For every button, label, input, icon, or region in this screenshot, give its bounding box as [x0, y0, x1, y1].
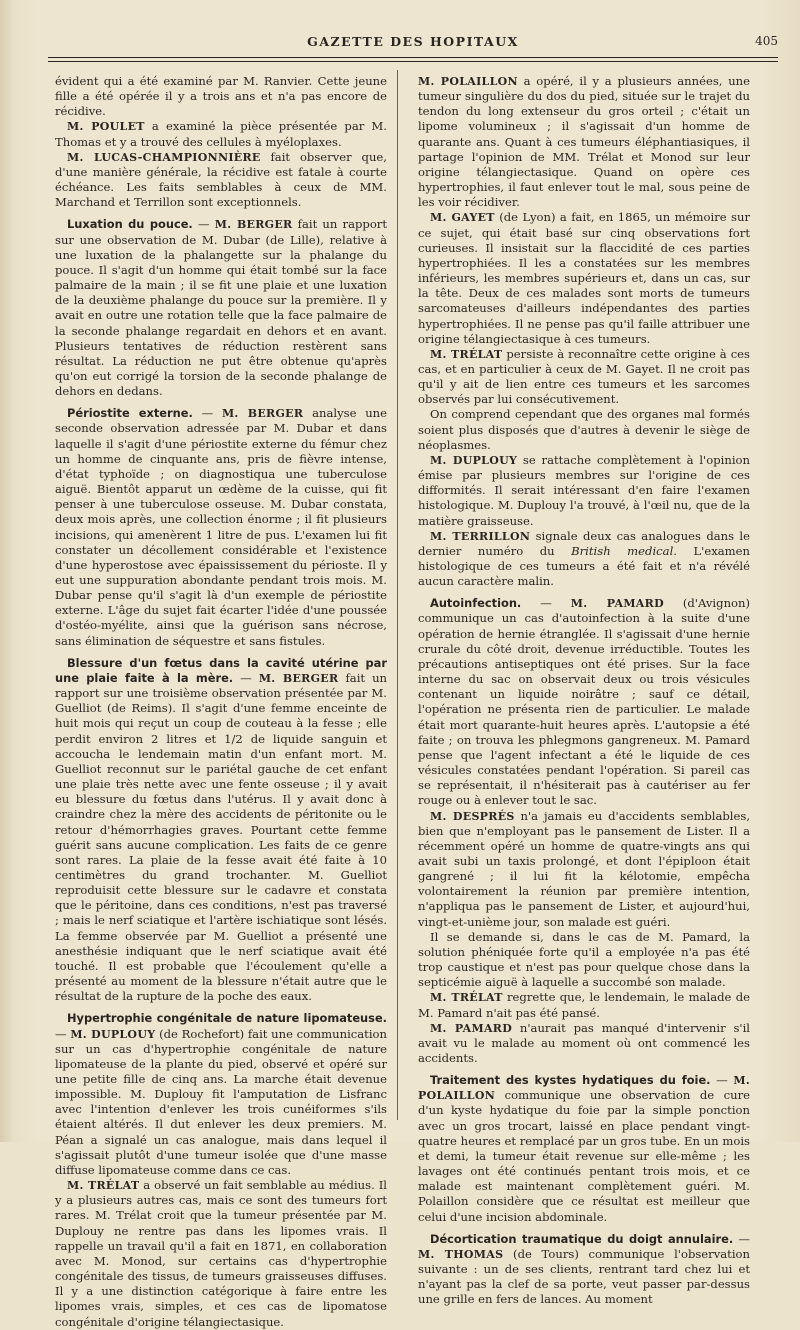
paragraph-text: a examiné la pièce présentée par M. Thomas et y a trouvé des cellules à myéloplaxes. [55, 119, 387, 149]
paragraph [418, 809, 750, 930]
right-column [418, 74, 750, 1308]
paragraph-text: Il se demande si, dans le cas de M. Pamard, la solution phéniquée forte qu'il a employée n'a pas été trop caustique et n'est pas pour quelque chose dans la septicémie aiguë à laquelle a succombé son malade. [418, 929, 750, 990]
speaker-name: M. LUCAS-CHAMPIONNIÈRE [67, 150, 261, 164]
speaker-name: M. BERGER [221, 407, 304, 421]
section-paragraph [55, 406, 387, 649]
paragraph-text: (de Tours) communique l'observation suivante : un de ses clients, rentrant tard chez lui et n'ayant pas la clef de sa porte, veut passer par-dessus une grille en fers de lances. Au moment [418, 1246, 750, 1307]
section-heading: Traitement des kystes hydatiques du foie. [430, 1073, 711, 1088]
header-rule [48, 57, 778, 58]
section-heading: Luxation du pouce. [67, 217, 193, 232]
paragraph [55, 74, 387, 119]
paragraph-text: évident qui a été examiné par M. Ranvier. Cette jeune fille a été opérée il y a trois ans et n'a pas encore de récidive. [55, 74, 387, 119]
section-paragraph [418, 596, 750, 808]
speaker-name: M. TRÉLAT [430, 991, 503, 1005]
paragraph [418, 407, 750, 452]
speaker-name: M. GAYET [430, 211, 495, 225]
paragraph-text: fait un rapport sur une troisième observation présentée par M. Guelliot (de Reims). Il s'agit d'une femme enceinte de huit mois qui reçut un coup de couteau à la fesse ; elle perdit environ 2 litres et 1/2 de liquide sanguin et accoucha le lendemain matin d'un enfant mort. M. Guelliot reconnut sur le pariétal gauche de cet enfant une plaie très nette avec une fente osseuse ; il y avait eu blessure du fœtus dans l'utérus. Il y avait donc à craindre chez la mère des accidents de péritonite ou le retour d'hémorrhagies graves. Pourtant cette femme guérit sans aucune complication. Les faits de ce genre sont rares. La plaie de la fesse avait été faite à 10 centimètres du grand trochanter. M. Guelliot reproduisit cette blessure sur le cadavre et constata que le péritoine, dans ces conditions, n'est pas traversé ; mais le nerf sciatique et l'artère ischiatique sont lésés. La femme observée par M. Guelliot a présenté une anesthésie indiquant que le nerf sciatique avait été touché. Il est probable que l'écoulement qu'elle a présenté au moment de la blessure n'était autre que le résultat de la rupture de la poche des eaux. [55, 670, 388, 1004]
running-title: GAZETTE DES HOPITAUX [307, 34, 519, 49]
section-paragraph [418, 1232, 750, 1308]
section-paragraph [418, 1073, 750, 1225]
paragraph [418, 453, 750, 529]
paragraph-text: fait observer que, d'une manière générale, la récidive est fatale à courte échéance. Les faits semblables à ceux de MM. Marchand et Terrillon sont exceptionnels. [55, 149, 387, 210]
header-rule-thin [48, 61, 778, 62]
left-column [55, 74, 387, 1330]
speaker-name: M. POLAILLON [418, 1074, 750, 1103]
page-number: 405 [755, 34, 778, 48]
section-heading: Périostite externe. [67, 406, 193, 421]
column-separator [397, 70, 398, 1120]
paragraph-text: fait un rapport sur une observation de M. Dubar (de Lille), relative à une luxation de la phalangette sur la phalange du pouce. Il s'agit d'un homme qui était tombé sur la face palmaire de la main ; il se fit une plaie et une luxation de la deuxième phalange du pouce sur la première. Il y avait en outre une rotation telle que la face palmaire de la seconde phalange regardait en dehors et en avant. Plusieurs tentatives de réduction restèrent sans résultat. La réduction ne put être obtenue qu'après qu'on eut corrigé la torsion de la seconde phalange de dehors en dedans. [55, 217, 388, 399]
paragraph-text: (de Rochefort) fait une communication sur un cas d'hypertrophie congénitale de nature lipomateuse de la plante du pied, observé et opéré sur une petite fille de cinq ans. La marche était devenue impossible. M. Duplouy fit l'amputation de Lisfranc avec l'intention d'enlever les trois cunéiformes s'ils étaient altérés. Il dut enlever les deux premiers. M. Péan a signalé un cas analogue, mais dans lequel il s'agissait plutôt d'une tumeur isolée que d'une masse diffuse lipomateuse comme dans ce cas. [55, 1026, 387, 1177]
paragraph-text: analyse une seconde observation adressée par M. Dubar et dans laquelle il s'agit d'une périostite externe du fémur chez un homme de cinquante ans, pris de fièvre intense, d'état typhoïde ; on diagnostiqua une tuberculose aiguë. Bientôt apparut un œdème de la cuisse, qui fit penser à une tuberculose osseuse. M. Dubar constata, deux mois après, une collection énorme ; il fit plusieurs incisions, qui amenèrent 1 litre de pus. L'examen lui fit constater un décollement considérable et l'existence d'une hyperostose avec épaississement du périoste. Il y eut une suppuration abondante pendant trois mois. M. Dubar pense qu'il s'agit là d'un exemple de périostite externe. L'âge du sujet fait écarter l'idée d'une poussée d'ostéo-myélite, ainsi que la guérison sans nécrose, sans élimination de séquestre et sans fistules. [55, 406, 388, 648]
speaker-name: M. THOMAS [418, 1247, 504, 1261]
paragraph-text: se rattache complètement à l'opinion émise par plusieurs membres sur l'origine de ces difformités. Il serait intéressant d'en faire l'examen histologique. M. Duplouy l'a trouvé, à l'œil nu, que de la matière graisseuse. [418, 452, 750, 528]
section-heading: Blessure d'un fœtus dans la cavité utérine par une plaie faite à la mère. [55, 655, 387, 685]
speaker-name: M. TRÉLAT [430, 347, 503, 361]
dash: — [192, 406, 222, 421]
paragraph [418, 990, 750, 1020]
paragraph-text: communique une observation de cure d'un kyste hydatique du foie par la simple ponction avec un gros trocart, laissé en place pendant vingt-quatre heures et remplacé par un gros tube. En un mois et demi, la tumeur était revenue sur elle-même ; les lavages ont été continués pentant trois mois, et ce malade est maintenant complètement guéri. M. Polaillon considère que ce résultat est meilleur que celui d'une incision abdominale. [418, 1088, 750, 1224]
paragraph [418, 347, 750, 408]
section-paragraph [55, 217, 387, 399]
dash: — [233, 670, 259, 685]
paragraph-text-tail: . L'examen histologique de ces tumeurs a été fait et n'a révélé aucun caractère malin. [418, 543, 750, 589]
speaker-name: M. TERRILLON [430, 529, 531, 543]
speaker-name: M. POLAILLON [418, 75, 518, 88]
speaker-name: M. BERGER [214, 218, 293, 232]
paragraph [55, 119, 387, 149]
dash: — [55, 1026, 71, 1041]
speaker-name: M. DUPLOUY [70, 1027, 156, 1041]
paragraph [418, 529, 750, 590]
paragraph [418, 210, 750, 346]
paragraph [55, 150, 387, 211]
page-header [48, 30, 778, 52]
paragraph-text: a opéré, il y a plusieurs années, une tumeur singulière du dos du pied, située sur le trajet du tendon du long extenseur du gros orteil ; c'était un lipome volumineux ; il s'agissait d'un homme de quarante ans. Quant à ces tumeurs éléphantiasiques, il partage l'opinion de MM. Trélat et Monod sur leur origine télangiectasique. Quand on opère ces hypertrophies, il faut enlever tout le mal, sous peine de les voir récidiver. [418, 74, 751, 210]
paragraph-text: On comprend cependant que des organes mal formés soient plus disposés que d'autres à devenir le siège de néoplasmes. [418, 407, 750, 452]
section-paragraph [55, 656, 387, 1005]
section-paragraph [55, 1011, 387, 1178]
paragraph-text: n'a jamais eu d'accidents semblables, bien que n'employant pas le pansement de Lister. Il a récemment opéré un homme de quatre-vingts ans qui avait subi un taxis prolongé, et dont l'épiploon était gangrené ; il lui fit la kélotomie, empêcha volontairement la réunion par première intention, n'appliqua pas le pansement de Lister, et aujourd'hui, vingt-et-unième jour, son malade est guéri. [418, 808, 751, 929]
speaker-name: M. DESPRÉS [430, 809, 515, 823]
section-heading: Autoinfection. [430, 596, 522, 611]
section-heading: Hypertrophie congénitale de nature lipomateuse. [67, 1011, 387, 1026]
speaker-name: M. TRÉLAT [67, 1179, 140, 1193]
dash: — [710, 1073, 734, 1088]
paragraph-text: persiste à reconnaître cette origine à ces cas, et en particulier à ceux de M. Gayet. Il ne croit pas qu'il y ait de lien entre ces tumeurs et les sarcomes observés par lui consécutivement. [418, 346, 750, 407]
speaker-name: M. DUPLOUY [430, 453, 518, 467]
paragraph-text: (d'Avignon) communique un cas d'autoinfection à la suite d'une opération de hernie étranglée. Il s'agissait d'une hernie crurale du côté droit, devenue irréductible. Toutes les précautions antiseptiques ont été prises. Sur la face interne du sac on observait deux ou trois vésicules contenant un liquide noirâtre ; sauf ce détail, l'opération ne présenta rien de particulier. Le malade était mort quarante-huit heures après. L'autopsie a été faite ; on trouva les phlegmons gangreneux. M. Pamard pense que l'agent infectant a été le liquide de ces vésicules constatées pendant l'opération. Si pareil cas se représentait, il n'hésiterait pas à cautériser au fer rouge ou à enlever tout le sac. [418, 596, 751, 808]
paragraph [418, 930, 750, 991]
paragraph [55, 1178, 387, 1330]
paragraph-text: a observé un fait semblable au médius. Il y a plusieurs autres cas, mais ce sont des tumeurs fort rares. M. Trélat croit que la tumeur présentée par M. Duplouy ne rentre pas dans les lipomes vrais. Il rappelle un travail qu'il a fait en 1871, en collaboration avec M. Monod, sur certains cas d'hypertrophie congénitale des tissus, de tumeurs graisseuses diffuses. Il y a une distinction catégorique à faire entre les lipomes vrais, simples, et ces cas de lipomatose congénitale d'origine télangiectasique. [55, 1178, 387, 1329]
speaker-name: M. PAMARD [570, 597, 664, 611]
section-heading: Décortication traumatique du doigt annulaire. [430, 1231, 734, 1246]
dash: — [733, 1231, 750, 1246]
speaker-name: M. PAMARD [430, 1021, 513, 1035]
paragraph [418, 74, 750, 210]
paragraph [418, 1021, 750, 1066]
paragraph-text: (de Lyon) a fait, en 1865, un mémoire sur ce sujet, qui était basé sur cinq observations fort curieuses. Il insistait sur la flaccidité de ces parties hypertrophiées. Il les a constatées sur les membres inférieurs, les membres supérieurs et, dans un cas, sur la tête. Deux de ces malades sont morts de tumeurs sarcomateuses d'ailleurs indépendantes des parties hypertrophiées. Il ne pense pas qu'il faille attribuer une origine télangiectasique à ces tumeurs. [418, 210, 750, 346]
paragraph-text: n'aurait pas manqué d'intervenir s'il avait vu le malade au moment où ont commencé les accidents. [418, 1020, 750, 1065]
paragraph-text: signale deux cas analogues dans le dernier numéro du [418, 528, 751, 558]
dash: — [192, 217, 215, 232]
speaker-name: M. POULET [67, 120, 145, 134]
dash: — [521, 596, 571, 611]
journal-title: British medical [571, 543, 674, 558]
speaker-name: M. BERGER [258, 671, 339, 685]
paragraph-text: regrette que, le lendemain, le malade de M. Pamard n'ait pas été pansé. [418, 990, 750, 1020]
